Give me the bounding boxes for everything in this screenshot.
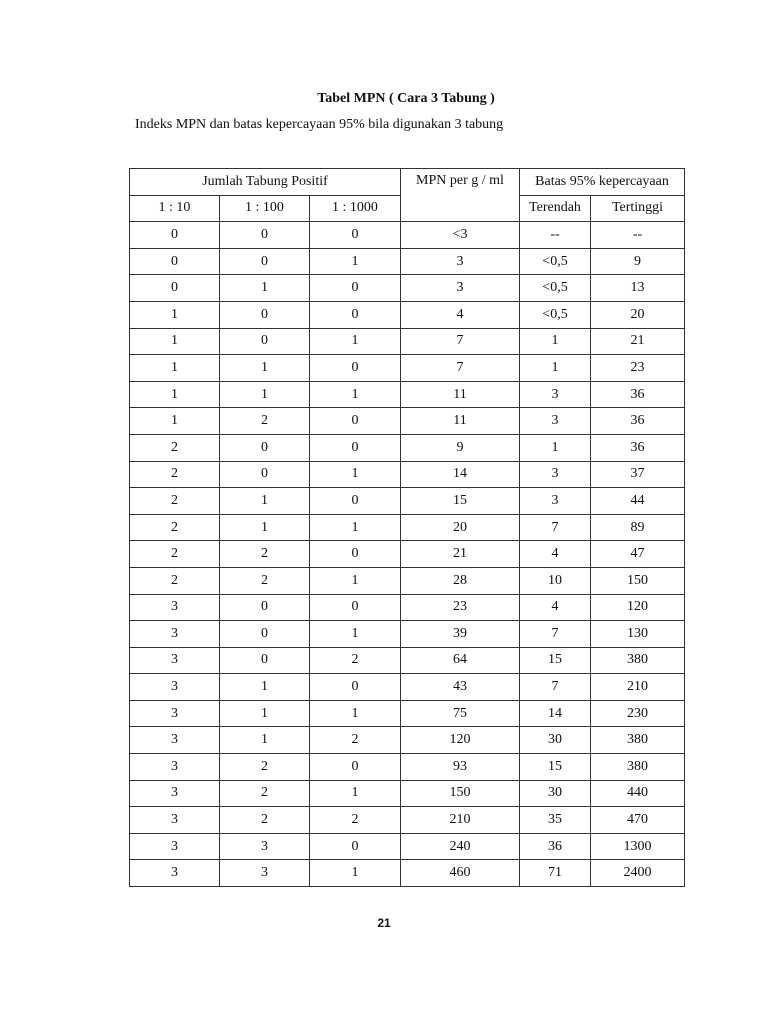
cell-upper: 36 xyxy=(591,408,685,435)
cell-dilution-1000: 1 xyxy=(310,328,401,355)
cell-dilution-100: 0 xyxy=(220,461,310,488)
cell-dilution-10: 1 xyxy=(130,355,220,382)
cell-mpn: 3 xyxy=(401,248,520,275)
cell-dilution-10: 3 xyxy=(130,674,220,701)
cell-lower: 30 xyxy=(520,727,591,754)
cell-lower: 3 xyxy=(520,488,591,515)
cell-lower: 14 xyxy=(520,700,591,727)
cell-dilution-10: 2 xyxy=(130,541,220,568)
cell-mpn: 460 xyxy=(401,860,520,887)
header-positive-tubes: Jumlah Tabung Positif xyxy=(130,169,401,196)
cell-dilution-1000: 2 xyxy=(310,647,401,674)
cell-lower: 1 xyxy=(520,434,591,461)
cell-dilution-10: 2 xyxy=(130,488,220,515)
cell-upper: 230 xyxy=(591,700,685,727)
cell-dilution-10: 3 xyxy=(130,594,220,621)
cell-mpn: 210 xyxy=(401,807,520,834)
cell-dilution-100: 2 xyxy=(220,807,310,834)
header-dilution-1000: 1 : 1000 xyxy=(310,195,401,222)
header-row-1 xyxy=(130,169,685,196)
page-number: 21 xyxy=(377,916,391,930)
cell-lower: 3 xyxy=(520,408,591,435)
cell-upper: 380 xyxy=(591,754,685,781)
cell-dilution-10: 2 xyxy=(130,434,220,461)
cell-upper: 150 xyxy=(591,567,685,594)
cell-mpn: 120 xyxy=(401,727,520,754)
cell-mpn: 7 xyxy=(401,355,520,382)
cell-lower: 10 xyxy=(520,567,591,594)
cell-mpn: 64 xyxy=(401,647,520,674)
cell-lower: 36 xyxy=(520,833,591,860)
cell-mpn: 93 xyxy=(401,754,520,781)
cell-dilution-10: 3 xyxy=(130,700,220,727)
cell-dilution-10: 2 xyxy=(130,567,220,594)
table-row xyxy=(130,700,685,727)
cell-upper: 1300 xyxy=(591,833,685,860)
cell-mpn: 3 xyxy=(401,275,520,302)
cell-dilution-10: 3 xyxy=(130,807,220,834)
cell-dilution-100: 0 xyxy=(220,248,310,275)
cell-lower: <0,5 xyxy=(520,248,591,275)
cell-upper: 9 xyxy=(591,248,685,275)
cell-lower: 4 xyxy=(520,541,591,568)
cell-upper: 36 xyxy=(591,381,685,408)
cell-dilution-100: 1 xyxy=(220,275,310,302)
cell-mpn: 11 xyxy=(401,408,520,435)
cell-upper: 210 xyxy=(591,674,685,701)
cell-dilution-1000: 1 xyxy=(310,780,401,807)
cell-dilution-10: 2 xyxy=(130,461,220,488)
cell-lower: -- xyxy=(520,222,591,249)
header-dilution-100: 1 : 100 xyxy=(220,195,310,222)
cell-dilution-100: 0 xyxy=(220,594,310,621)
cell-mpn: 150 xyxy=(401,780,520,807)
table-row xyxy=(130,754,685,781)
cell-dilution-1000: 0 xyxy=(310,301,401,328)
cell-dilution-100: 1 xyxy=(220,488,310,515)
table-row xyxy=(130,727,685,754)
header-confidence-limits: Batas 95% kepercayaan xyxy=(520,169,685,196)
cell-mpn: 240 xyxy=(401,833,520,860)
cell-dilution-100: 0 xyxy=(220,328,310,355)
cell-upper: 89 xyxy=(591,514,685,541)
cell-upper: 21 xyxy=(591,328,685,355)
cell-dilution-1000: 0 xyxy=(310,275,401,302)
table-row xyxy=(130,833,685,860)
cell-dilution-1000: 0 xyxy=(310,833,401,860)
cell-lower: 1 xyxy=(520,328,591,355)
cell-mpn: 39 xyxy=(401,621,520,648)
cell-lower: 71 xyxy=(520,860,591,887)
table-row xyxy=(130,674,685,701)
mpn-table-body xyxy=(130,169,685,887)
cell-mpn: 75 xyxy=(401,700,520,727)
table-row xyxy=(130,222,685,249)
cell-dilution-1000: 2 xyxy=(310,807,401,834)
cell-dilution-1000: 1 xyxy=(310,248,401,275)
cell-upper: 13 xyxy=(591,275,685,302)
cell-lower: 15 xyxy=(520,647,591,674)
cell-mpn: 23 xyxy=(401,594,520,621)
cell-upper: 36 xyxy=(591,434,685,461)
cell-mpn: 9 xyxy=(401,434,520,461)
cell-dilution-10: 1 xyxy=(130,301,220,328)
cell-lower: 1 xyxy=(520,355,591,382)
cell-lower: 3 xyxy=(520,381,591,408)
cell-dilution-100: 1 xyxy=(220,727,310,754)
table-row xyxy=(130,514,685,541)
cell-mpn: 7 xyxy=(401,328,520,355)
cell-dilution-100: 0 xyxy=(220,434,310,461)
cell-lower: <0,5 xyxy=(520,301,591,328)
cell-upper: 2400 xyxy=(591,860,685,887)
cell-lower: 15 xyxy=(520,754,591,781)
cell-lower: 7 xyxy=(520,621,591,648)
table-row xyxy=(130,567,685,594)
cell-upper: 130 xyxy=(591,621,685,648)
table-row xyxy=(130,355,685,382)
cell-dilution-10: 3 xyxy=(130,833,220,860)
table-row xyxy=(130,541,685,568)
cell-mpn: 28 xyxy=(401,567,520,594)
cell-dilution-1000: 0 xyxy=(310,408,401,435)
cell-dilution-1000: 1 xyxy=(310,621,401,648)
cell-dilution-10: 1 xyxy=(130,328,220,355)
cell-dilution-100: 2 xyxy=(220,754,310,781)
cell-mpn: 11 xyxy=(401,381,520,408)
cell-upper: 470 xyxy=(591,807,685,834)
cell-mpn: 20 xyxy=(401,514,520,541)
table-row xyxy=(130,301,685,328)
cell-dilution-1000: 2 xyxy=(310,727,401,754)
table-row xyxy=(130,328,685,355)
cell-upper: -- xyxy=(591,222,685,249)
table-row xyxy=(130,381,685,408)
cell-dilution-1000: 1 xyxy=(310,567,401,594)
cell-dilution-100: 2 xyxy=(220,541,310,568)
cell-dilution-1000: 0 xyxy=(310,674,401,701)
cell-dilution-100: 0 xyxy=(220,222,310,249)
cell-dilution-100: 0 xyxy=(220,621,310,648)
cell-upper: 37 xyxy=(591,461,685,488)
cell-upper: 47 xyxy=(591,541,685,568)
cell-dilution-10: 3 xyxy=(130,860,220,887)
table-row xyxy=(130,275,685,302)
cell-dilution-1000: 1 xyxy=(310,514,401,541)
cell-dilution-1000: 0 xyxy=(310,222,401,249)
header-lower-limit: Terendah xyxy=(520,195,591,222)
cell-dilution-1000: 0 xyxy=(310,488,401,515)
cell-dilution-100: 1 xyxy=(220,674,310,701)
table-row xyxy=(130,408,685,435)
cell-dilution-1000: 0 xyxy=(310,434,401,461)
cell-dilution-10: 3 xyxy=(130,647,220,674)
cell-dilution-100: 1 xyxy=(220,514,310,541)
cell-dilution-100: 1 xyxy=(220,355,310,382)
cell-dilution-10: 3 xyxy=(130,727,220,754)
cell-dilution-100: 3 xyxy=(220,860,310,887)
table-row xyxy=(130,461,685,488)
cell-dilution-1000: 0 xyxy=(310,355,401,382)
cell-dilution-100: 0 xyxy=(220,301,310,328)
header-mpn: MPN per g / ml xyxy=(401,169,520,222)
cell-lower: 7 xyxy=(520,674,591,701)
cell-dilution-100: 1 xyxy=(220,700,310,727)
table-title: Tabel MPN ( Cara 3 Tabung ) xyxy=(317,91,495,106)
cell-dilution-10: 1 xyxy=(130,408,220,435)
table-row xyxy=(130,248,685,275)
cell-upper: 440 xyxy=(591,780,685,807)
table-subtitle: Indeks MPN dan batas kepercayaan 95% bila digunakan 3 tabung xyxy=(135,117,504,132)
cell-lower: <0,5 xyxy=(520,275,591,302)
cell-dilution-10: 3 xyxy=(130,754,220,781)
cell-dilution-1000: 0 xyxy=(310,754,401,781)
cell-mpn: 4 xyxy=(401,301,520,328)
cell-dilution-100: 3 xyxy=(220,833,310,860)
cell-dilution-1000: 1 xyxy=(310,381,401,408)
cell-dilution-10: 2 xyxy=(130,514,220,541)
cell-dilution-100: 2 xyxy=(220,567,310,594)
mpn-table xyxy=(129,168,685,887)
cell-lower: 7 xyxy=(520,514,591,541)
cell-upper: 20 xyxy=(591,301,685,328)
cell-upper: 23 xyxy=(591,355,685,382)
table-row xyxy=(130,434,685,461)
cell-upper: 120 xyxy=(591,594,685,621)
cell-dilution-10: 0 xyxy=(130,222,220,249)
cell-dilution-10: 1 xyxy=(130,381,220,408)
cell-dilution-100: 1 xyxy=(220,381,310,408)
table-row xyxy=(130,594,685,621)
cell-mpn: <3 xyxy=(401,222,520,249)
cell-lower: 4 xyxy=(520,594,591,621)
cell-mpn: 21 xyxy=(401,541,520,568)
table-row xyxy=(130,621,685,648)
cell-dilution-10: 0 xyxy=(130,275,220,302)
table-row xyxy=(130,488,685,515)
table-row xyxy=(130,807,685,834)
table-row xyxy=(130,647,685,674)
cell-dilution-1000: 0 xyxy=(310,541,401,568)
cell-lower: 35 xyxy=(520,807,591,834)
table-row xyxy=(130,860,685,887)
cell-lower: 3 xyxy=(520,461,591,488)
cell-dilution-1000: 0 xyxy=(310,594,401,621)
cell-dilution-100: 0 xyxy=(220,647,310,674)
cell-upper: 380 xyxy=(591,727,685,754)
cell-dilution-1000: 1 xyxy=(310,461,401,488)
cell-upper: 380 xyxy=(591,647,685,674)
cell-mpn: 43 xyxy=(401,674,520,701)
cell-dilution-100: 2 xyxy=(220,780,310,807)
cell-mpn: 14 xyxy=(401,461,520,488)
cell-dilution-100: 2 xyxy=(220,408,310,435)
cell-dilution-1000: 1 xyxy=(310,860,401,887)
cell-dilution-10: 3 xyxy=(130,621,220,648)
cell-lower: 30 xyxy=(520,780,591,807)
cell-mpn: 15 xyxy=(401,488,520,515)
table-row xyxy=(130,780,685,807)
cell-upper: 44 xyxy=(591,488,685,515)
cell-dilution-1000: 1 xyxy=(310,700,401,727)
cell-dilution-10: 3 xyxy=(130,780,220,807)
cell-dilution-10: 0 xyxy=(130,248,220,275)
header-dilution-10: 1 : 10 xyxy=(130,195,220,222)
header-upper-limit: Tertinggi xyxy=(591,195,685,222)
